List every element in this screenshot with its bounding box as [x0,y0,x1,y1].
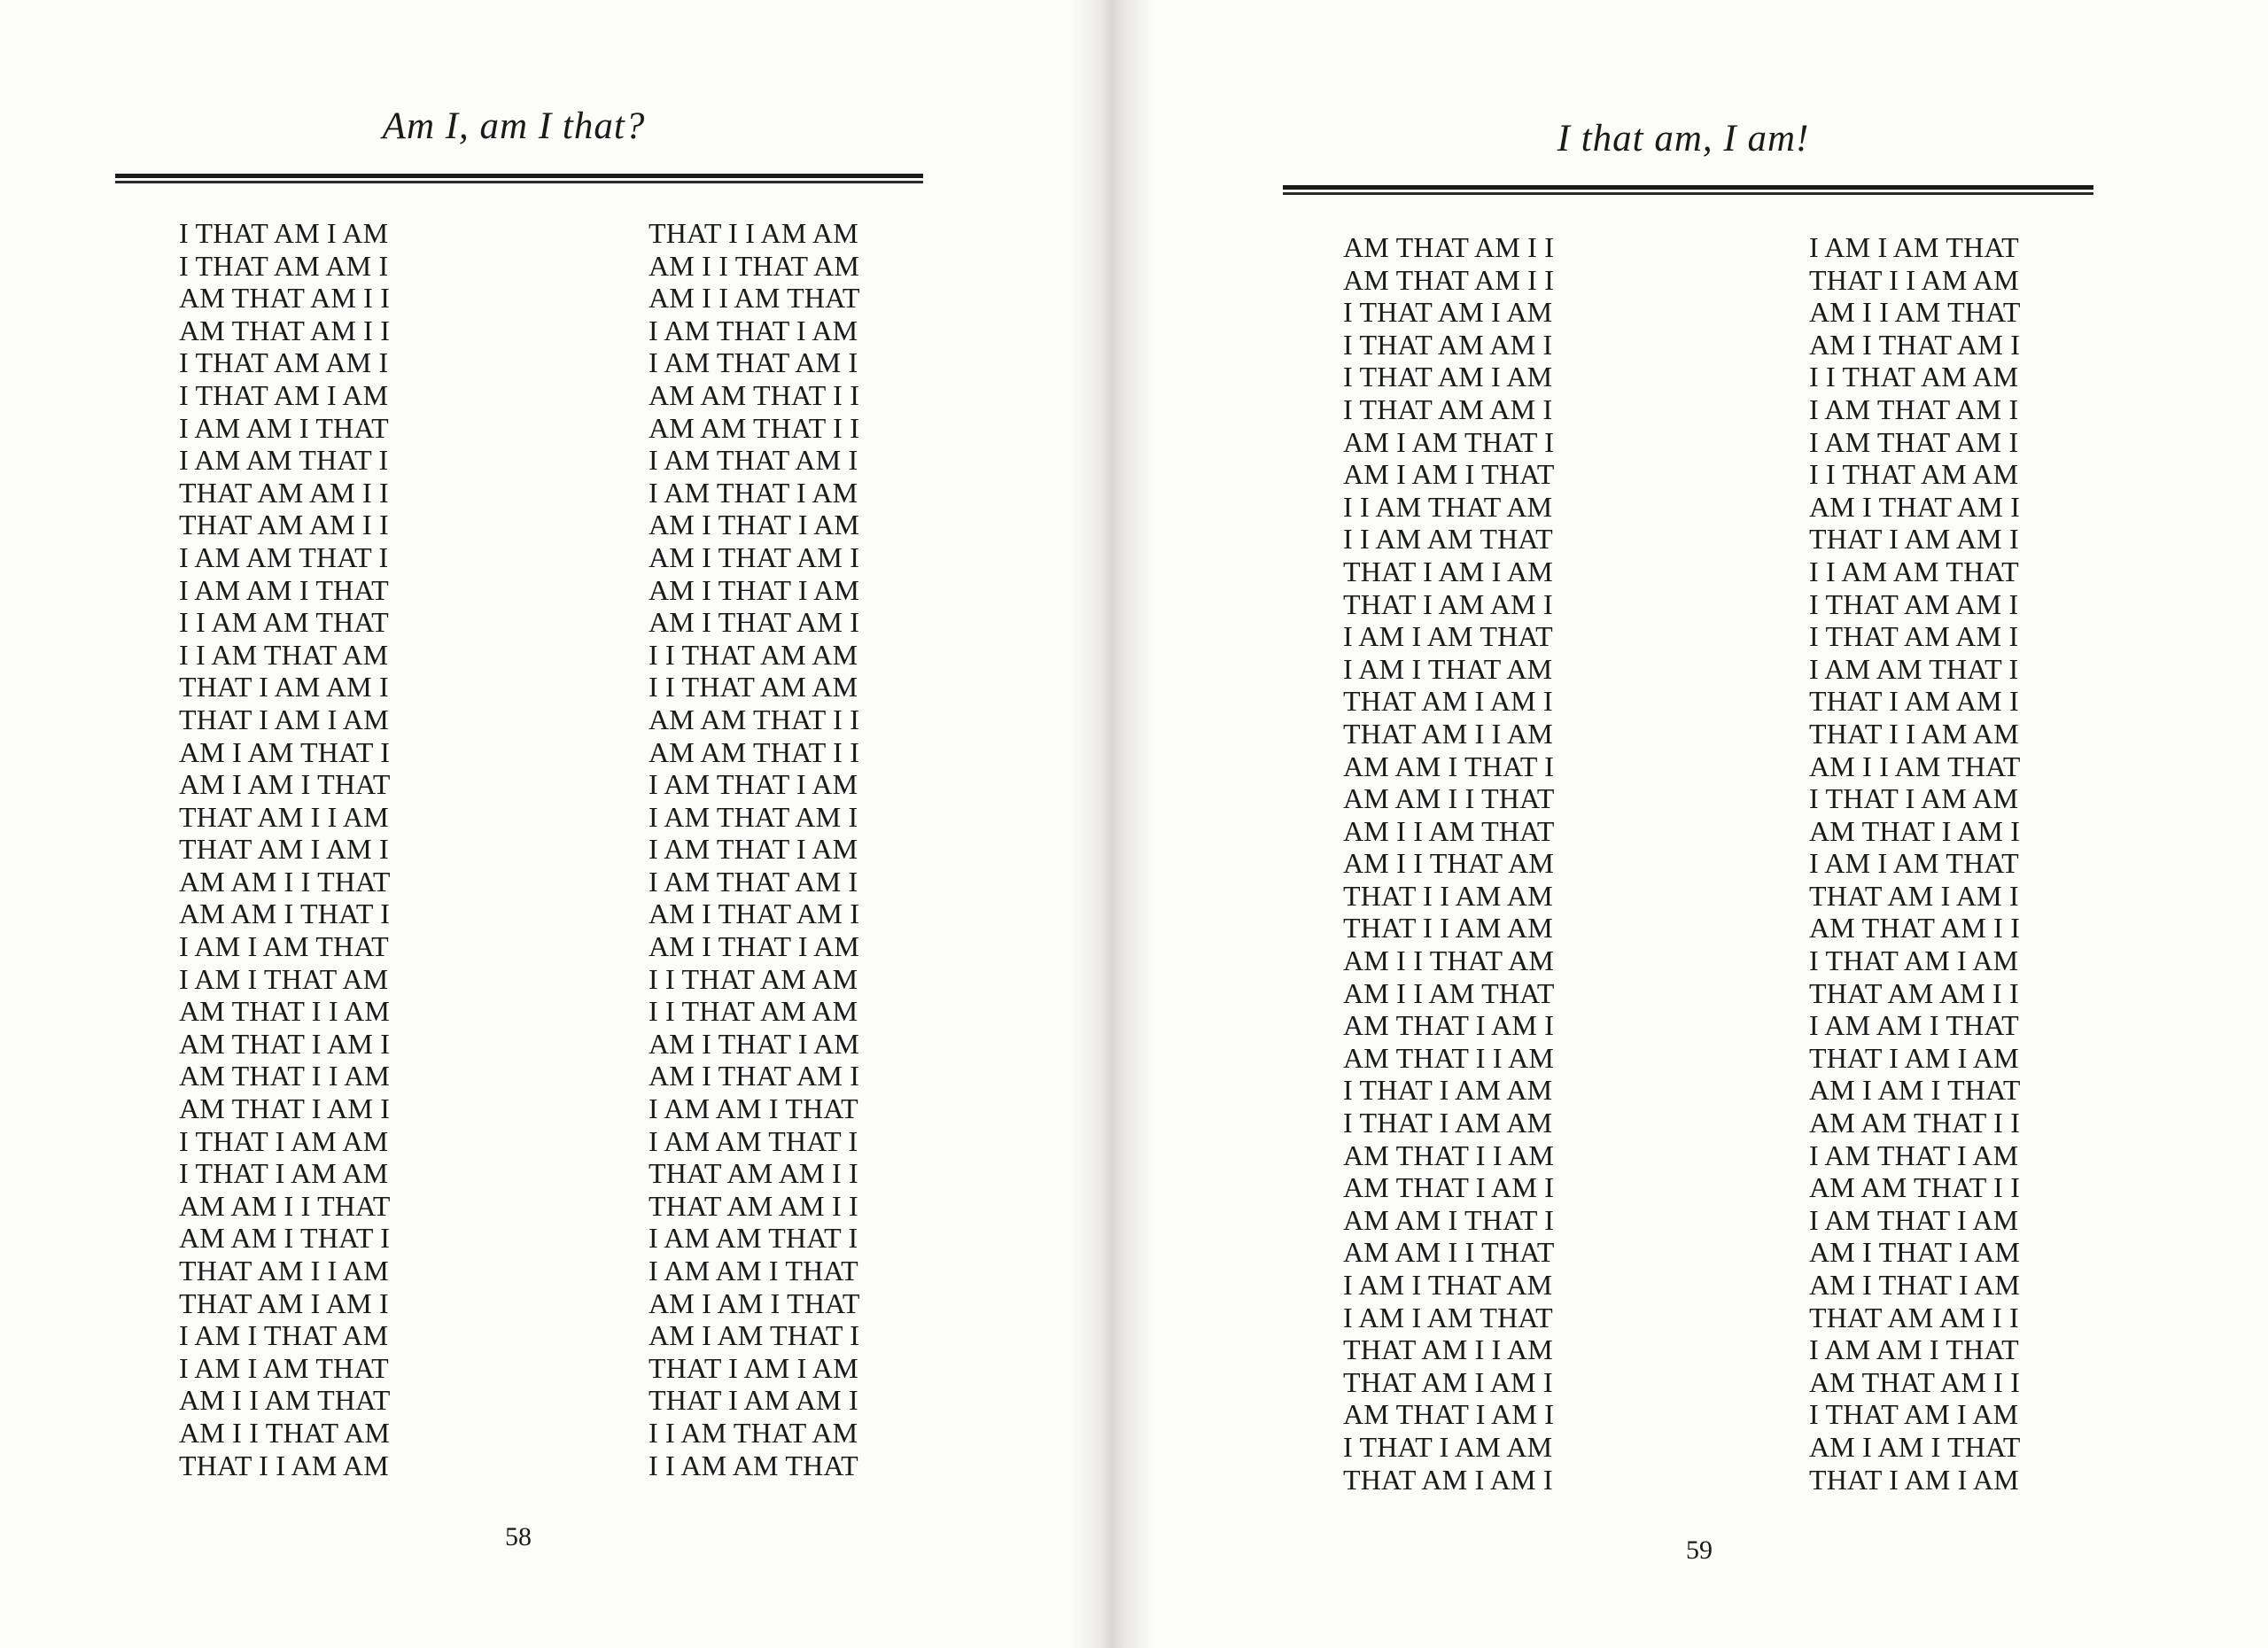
word-line: AM THAT AM I I [1343,231,1555,263]
word-line: I THAT AM AM I [179,249,389,282]
word-line: I I AM AM THAT [179,606,389,639]
word-line: I I THAT AM AM [649,995,858,1028]
word-line: I THAT I AM AM [1343,1074,1553,1107]
word-line: I AM THAT AM I [1809,425,2019,458]
right-page [1125,0,2268,1648]
word-line: I AM AM I THAT [1809,1333,2019,1366]
word-line: THAT AM I AM I [1343,1365,1553,1398]
word-line: AM I AM I THAT [1343,458,1555,491]
word-line: I THAT AM AM I [1343,328,1553,361]
word-line: THAT AM AM I I [1809,1301,2019,1333]
word-line: I THAT AM AM I [1809,587,2019,620]
word-line: AM THAT I AM I [1343,1398,1555,1431]
word-line: AM THAT AM I I [1809,912,2021,944]
word-line: AM I THAT I AM [1809,1236,2021,1269]
word-line: AM AM THAT I I [649,735,860,768]
word-line: AM THAT I AM I [179,1027,391,1060]
word-line: AM THAT I AM I [1343,1009,1555,1042]
word-line: I I AM THAT AM [1343,490,1553,523]
word-line: AM I I AM THAT [1343,814,1555,847]
word-line: I THAT AM AM I [1343,393,1553,425]
word-line: THAT I AM AM I [1809,523,2019,556]
word-line: I AM AM THAT I [179,444,389,477]
word-line: I THAT I AM AM [179,1124,389,1157]
word-line: AM I AM THAT I [1343,425,1555,458]
word-line: I AM THAT AM I [649,865,858,898]
word-line: THAT AM AM I I [179,476,389,509]
word-line: AM THAT AM I I [1343,263,1555,296]
word-line: AM THAT AM I I [1809,1365,2021,1398]
word-line: THAT I AM AM I [1809,685,2019,718]
word-line: AM THAT AM I I [179,314,391,346]
word-line: AM THAT I AM I [1343,1171,1555,1204]
word-line: I THAT AM I AM [1809,944,2019,977]
word-line: AM THAT I AM I [179,1092,391,1125]
word-line: I AM THAT I AM [1809,1203,2019,1236]
word-line: THAT AM AM I I [649,1189,858,1222]
word-line: I AM I THAT AM [1343,652,1553,685]
word-line: THAT AM I I AM [1343,1333,1553,1366]
word-line: AM THAT I I AM [179,1060,391,1092]
word-line: AM THAT I I AM [1343,1041,1555,1074]
word-line: I THAT I AM AM [1343,1107,1553,1139]
word-line: I THAT AM AM I [1809,620,2019,653]
word-line: I THAT I AM AM [1809,782,2019,815]
word-line: I AM AM I THAT [1809,1009,2019,1042]
title-rule [115,174,923,184]
word-line: I AM THAT AM I [649,444,858,477]
word-column-right [1809,231,2021,1496]
word-line: I THAT AM AM I [179,346,389,379]
word-line: I I THAT AM AM [1809,361,2019,393]
word-line: AM I THAT AM I [1809,328,2021,361]
word-line: AM I THAT AM I [649,1060,860,1092]
word-line: I AM I AM THAT [1343,620,1553,653]
word-line: I AM AM THAT I [179,540,389,573]
word-line: AM I I AM THAT [649,282,860,315]
word-line: AM AM I THAT I [1343,750,1555,782]
word-line: I THAT AM I AM [179,378,389,411]
word-line: I AM THAT I AM [649,476,858,509]
word-column-right [649,217,860,1481]
word-line: AM I THAT I AM [1809,1269,2021,1301]
word-line: I AM AM THAT I [649,1124,858,1157]
word-line: AM I AM I THAT [1809,1430,2021,1463]
word-line: AM I THAT AM I [649,606,860,639]
word-line: AM AM I I THAT [1343,1236,1555,1269]
word-line: I AM THAT AM I [649,800,858,833]
word-line: THAT I AM I AM [179,703,389,735]
word-line: AM I AM THAT I [649,1319,860,1352]
word-line: THAT I I AM AM [649,217,858,249]
word-line: THAT AM I AM I [179,833,389,866]
word-line: I AM AM I THAT [649,1092,858,1125]
word-line: I THAT AM I AM [179,217,389,249]
word-line: I AM I AM THAT [179,930,389,963]
word-line: THAT I AM I AM [1809,1041,2019,1074]
word-line: THAT I I AM AM [1809,263,2019,296]
word-line: I THAT AM I AM [1343,296,1553,329]
word-line: AM I I THAT AM [1343,847,1555,880]
word-line: THAT AM AM I I [1809,976,2019,1009]
word-line: AM I I THAT AM [649,249,860,282]
word-line: I AM I AM THAT [1343,1301,1553,1333]
word-line: AM I THAT I AM [649,573,860,606]
word-line: AM I I AM THAT [179,1384,391,1417]
word-line: THAT AM I I AM [179,1255,389,1287]
word-line: THAT I I AM AM [1343,912,1553,944]
word-line: I AM I AM THAT [1809,231,2019,263]
word-column-left [1343,231,1555,1496]
page-title: I that am, I am! [1557,118,1810,159]
word-line: AM I I THAT AM [179,1416,391,1449]
word-line: THAT I AM I AM [1343,555,1553,587]
word-line: THAT I I AM AM [179,1449,389,1481]
word-line: I AM THAT AM I [649,346,858,379]
word-line: THAT I AM AM I [179,671,389,704]
word-line: I THAT AM I AM [1809,1398,2019,1431]
word-line: I I THAT AM AM [649,962,858,995]
title-rule [1283,185,2093,196]
word-line: I THAT I AM AM [1343,1430,1553,1463]
word-line: I I THAT AM AM [649,671,858,704]
word-line: AM I AM I THAT [179,768,391,801]
word-line: AM THAT I I AM [179,995,391,1028]
word-line: I AM I THAT AM [179,1319,389,1352]
word-line: THAT AM I AM I [1343,1463,1553,1496]
word-line: AM I AM THAT I [179,735,391,768]
word-line: I AM AM I THAT [179,411,389,444]
word-line: I AM THAT I AM [649,768,858,801]
word-line: AM AM I I THAT [1343,782,1555,815]
word-line: I AM THAT AM I [1809,393,2019,425]
word-line: AM I THAT AM I [649,540,860,573]
word-line: AM AM THAT I I [649,378,860,411]
word-line: THAT AM I I AM [179,800,389,833]
word-line: AM AM I I THAT [179,865,391,898]
word-line: I THAT I AM AM [179,1157,389,1190]
word-line: AM AM THAT I I [649,411,860,444]
word-line: I I AM THAT AM [649,1416,858,1449]
word-line: I I THAT AM AM [649,638,858,671]
word-line: I AM THAT I AM [649,833,858,866]
word-line: THAT AM I AM I [1809,879,2019,912]
word-line: I AM I THAT AM [1343,1269,1553,1301]
word-line: I AM I AM THAT [1809,847,2019,880]
page-number: 59 [1686,1535,1713,1565]
word-line: AM AM THAT I I [1809,1171,2021,1204]
word-line: THAT I AM AM I [649,1384,858,1417]
word-line: THAT I AM AM I [1343,587,1553,620]
word-line: THAT AM I AM I [1343,685,1553,718]
word-line: AM I THAT AM I [1809,490,2021,523]
word-line: THAT I AM I AM [649,1351,858,1384]
word-line: I AM AM THAT I [1809,652,2019,685]
word-line: AM AM I I THAT [179,1189,391,1222]
word-line: THAT AM I AM I [179,1287,389,1319]
word-line: AM I AM I THAT [649,1287,860,1319]
word-line: THAT I AM I AM [1809,1463,2019,1496]
word-line: AM I THAT I AM [649,930,860,963]
word-line: AM THAT I AM I [1809,814,2021,847]
word-line: AM I I AM THAT [1809,750,2021,782]
word-line: AM I THAT I AM [649,1027,860,1060]
left-page [0,0,1099,1648]
word-line: I I AM AM THAT [1809,555,2019,587]
word-line: AM I AM I THAT [1809,1074,2021,1107]
word-line: THAT AM I I AM [1343,717,1553,750]
word-line: I AM AM I THAT [649,1255,858,1287]
word-line: THAT AM AM I I [179,509,389,541]
word-line: AM AM THAT I I [1809,1107,2021,1139]
word-line: AM AM THAT I I [649,703,860,735]
word-line: AM I I AM THAT [1809,296,2021,329]
word-line: THAT AM AM I I [649,1157,858,1190]
word-line: I I AM AM THAT [1343,523,1553,556]
word-line: AM AM I THAT I [179,1222,391,1255]
word-line: AM I THAT I AM [649,509,860,541]
word-line: I I THAT AM AM [1809,458,2019,491]
word-line: THAT I I AM AM [1809,717,2019,750]
word-line: I AM THAT I AM [1809,1139,2019,1171]
word-line: I I AM AM THAT [649,1449,858,1481]
word-line: AM I THAT AM I [649,898,860,930]
word-line: I AM I THAT AM [179,962,389,995]
word-line: I AM AM THAT I [649,1222,858,1255]
page-number: 58 [505,1522,532,1551]
word-line: AM AM I THAT I [179,898,391,930]
word-column-left [179,217,391,1481]
word-line: AM I I THAT AM [1343,944,1555,977]
word-line: AM THAT AM I I [179,282,391,315]
page-title: Am I, am I that? [382,105,646,147]
word-line: I AM AM I THAT [179,573,389,606]
word-line: AM I I AM THAT [1343,976,1555,1009]
word-line: I I AM THAT AM [179,638,389,671]
word-line: I AM I AM THAT [179,1351,389,1384]
word-line: AM AM I THAT I [1343,1203,1555,1236]
word-line: AM THAT I I AM [1343,1139,1555,1171]
word-line: I AM THAT I AM [649,314,858,346]
word-line: THAT I I AM AM [1343,879,1553,912]
word-line: I THAT AM I AM [1343,361,1553,393]
